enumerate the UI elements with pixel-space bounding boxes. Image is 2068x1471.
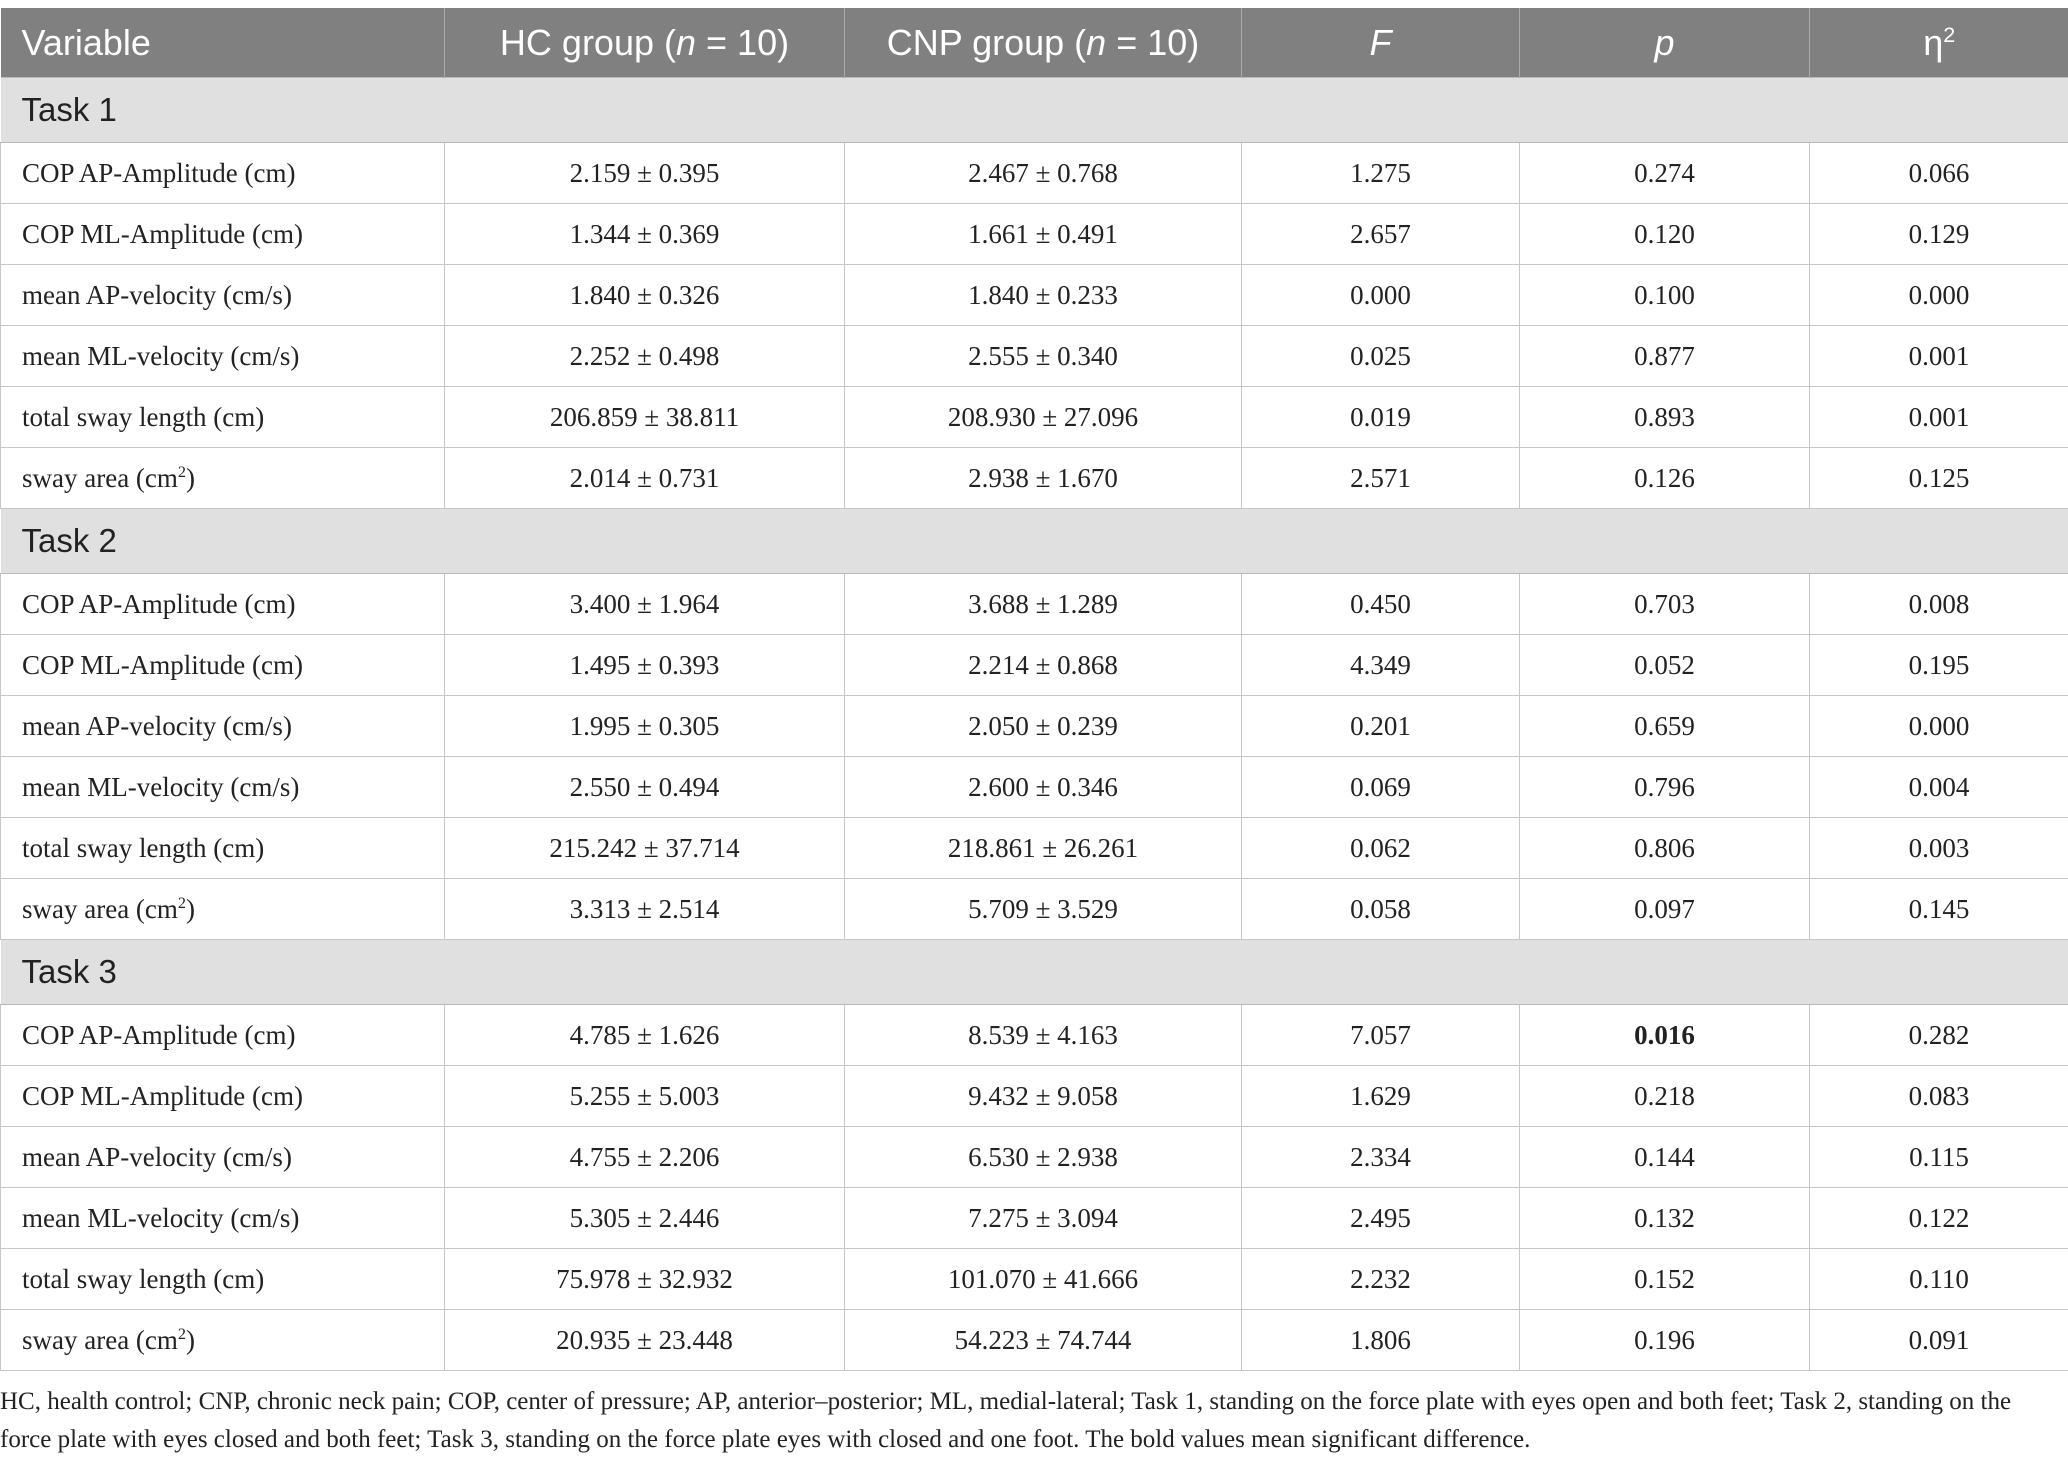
cell-eta: 0.115 (1810, 1127, 2068, 1188)
cell-cnp: 2.214 ± 0.868 (845, 635, 1242, 696)
cell-variable: mean AP-velocity (cm/s) (1, 1127, 445, 1188)
cell-hc: 2.159 ± 0.395 (445, 143, 845, 204)
cell-p: 0.196 (1520, 1310, 1810, 1371)
cell-eta: 0.122 (1810, 1188, 2068, 1249)
table-row (1, 879, 2068, 940)
table-body (1, 78, 2068, 1371)
header-eta-squared: $\eta^2$ (1810, 8, 2068, 78)
table-row (1, 204, 2068, 265)
cell-eta: 0.001 (1810, 326, 2068, 387)
cell-variable: mean ML-velocity (cm/s) (1, 326, 445, 387)
table-row (1, 1249, 2068, 1310)
header-f: F (1242, 8, 1520, 78)
cell-hc: 1.344 ± 0.369 (445, 204, 845, 265)
cell-cnp: 2.050 ± 0.239 (845, 696, 1242, 757)
cell-f: 0.062 (1242, 818, 1520, 879)
header-variable: Variable (1, 8, 445, 78)
cell-cnp: 2.600 ± 0.346 (845, 757, 1242, 818)
task-label: Task 3 (1, 940, 2068, 1005)
cell-eta: 0.008 (1810, 574, 2068, 635)
table-footnote: HC, health control; CNP, chronic neck pain; COP, center of pressure; AP, anterior–posterior; ML, medial-lateral; Task 1, standing on the force plate with eyes open and both feet; Task 2, standing on the force plate with eyes closed and both feet; Task 3, standing on the force plate eyes with closed and one foot. The bold values mean significant difference. (0, 1388, 2012, 1453)
cell-variable: total sway length (cm) (1, 387, 445, 448)
cell-cnp: 1.661 ± 0.491 (845, 204, 1242, 265)
cell-eta: 0.125 (1810, 448, 2068, 509)
table-row (1, 1127, 2068, 1188)
cell-f: 2.232 (1242, 1249, 1520, 1310)
cell-cnp: 54.223 ± 74.744 (845, 1310, 1242, 1371)
cell-eta: 0.066 (1810, 143, 2068, 204)
cell-eta: 0.145 (1810, 879, 2068, 940)
task-label: Task 1 (1, 78, 2068, 143)
cell-hc: 1.840 ± 0.326 (445, 265, 845, 326)
table-row (1, 1310, 2068, 1371)
cell-cnp: 5.709 ± 3.529 (845, 879, 1242, 940)
cell-p: 0.218 (1520, 1066, 1810, 1127)
cell-cnp: 8.539 ± 4.163 (845, 1005, 1242, 1066)
cell-eta: 0.282 (1810, 1005, 2068, 1066)
cell-eta: 0.195 (1810, 635, 2068, 696)
cell-variable: mean AP-velocity (cm/s) (1, 696, 445, 757)
cell-p: 0.016 (1520, 1005, 1810, 1066)
cell-hc: 2.014 ± 0.731 (445, 448, 845, 509)
cell-cnp: 6.530 ± 2.938 (845, 1127, 1242, 1188)
table-row (1, 1066, 2068, 1127)
cell-hc: 3.400 ± 1.964 (445, 574, 845, 635)
cell-hc: 215.242 ± 37.714 (445, 818, 845, 879)
cell-p: 0.806 (1520, 818, 1810, 879)
cell-hc: 5.305 ± 2.446 (445, 1188, 845, 1249)
cell-p: 0.120 (1520, 204, 1810, 265)
table-row (1, 818, 2068, 879)
cell-hc: 4.785 ± 1.626 (445, 1005, 845, 1066)
cell-cnp: 1.840 ± 0.233 (845, 265, 1242, 326)
results-table-container (0, 8, 2068, 1371)
cell-f: 0.000 (1242, 265, 1520, 326)
task-section-row (1, 78, 2068, 143)
cell-f: 2.495 (1242, 1188, 1520, 1249)
table-row (1, 696, 2068, 757)
cell-f: 4.349 (1242, 635, 1520, 696)
cell-f: 2.657 (1242, 204, 1520, 265)
cell-eta: 0.083 (1810, 1066, 2068, 1127)
cell-cnp: 208.930 ± 27.096 (845, 387, 1242, 448)
cell-p: 0.097 (1520, 879, 1810, 940)
cell-cnp: 2.467 ± 0.768 (845, 143, 1242, 204)
cell-eta: 0.001 (1810, 387, 2068, 448)
cell-variable: mean ML-velocity (cm/s) (1, 1188, 445, 1249)
task-label: Task 2 (1, 509, 2068, 574)
header-cnp-group: CNP group (n = 10) (845, 8, 1242, 78)
table-row (1, 387, 2068, 448)
cell-p: 0.893 (1520, 387, 1810, 448)
cell-cnp: 7.275 ± 3.094 (845, 1188, 1242, 1249)
cell-variable: sway area $(cm^2)$ (1, 448, 445, 509)
cell-f: 2.571 (1242, 448, 1520, 509)
table-row (1, 1188, 2068, 1249)
cell-p: 0.144 (1520, 1127, 1810, 1188)
table-row (1, 326, 2068, 387)
table-row (1, 143, 2068, 204)
cell-f: 0.069 (1242, 757, 1520, 818)
cell-hc: 5.255 ± 5.003 (445, 1066, 845, 1127)
cell-f: 2.334 (1242, 1127, 1520, 1188)
cell-variable: COP AP-Amplitude (cm) (1, 574, 445, 635)
cell-p: 0.152 (1520, 1249, 1810, 1310)
cell-cnp: 2.555 ± 0.340 (845, 326, 1242, 387)
cell-variable: COP ML-Amplitude (cm) (1, 1066, 445, 1127)
cell-variable: mean ML-velocity (cm/s) (1, 757, 445, 818)
cell-p: 0.703 (1520, 574, 1810, 635)
cell-f: 0.019 (1242, 387, 1520, 448)
cell-eta: 0.129 (1810, 204, 2068, 265)
cell-p: 0.877 (1520, 326, 1810, 387)
cell-variable: COP ML-Amplitude (cm) (1, 204, 445, 265)
cell-p: 0.126 (1520, 448, 1810, 509)
cell-f: 0.201 (1242, 696, 1520, 757)
cell-p: 0.659 (1520, 696, 1810, 757)
cell-eta: 0.004 (1810, 757, 2068, 818)
header-hc-group: HC group (n = 10) (445, 8, 845, 78)
cell-variable: sway area $(cm^2)$ (1, 1310, 445, 1371)
cell-eta: 0.091 (1810, 1310, 2068, 1371)
cell-f: 0.058 (1242, 879, 1520, 940)
cell-hc: 20.935 ± 23.448 (445, 1310, 845, 1371)
cell-f: 1.629 (1242, 1066, 1520, 1127)
cell-variable: total sway length (cm) (1, 818, 445, 879)
cell-variable: COP AP-Amplitude (cm) (1, 1005, 445, 1066)
cell-cnp: 3.688 ± 1.289 (845, 574, 1242, 635)
table-row (1, 757, 2068, 818)
cell-cnp: 9.432 ± 9.058 (845, 1066, 1242, 1127)
cell-f: 7.057 (1242, 1005, 1520, 1066)
cell-eta: 0.000 (1810, 265, 2068, 326)
table-header (1, 8, 2068, 78)
cell-f: 1.806 (1242, 1310, 1520, 1371)
cell-variable: total sway length (cm) (1, 1249, 445, 1310)
cell-cnp: 2.938 ± 1.670 (845, 448, 1242, 509)
cell-hc: 1.995 ± 0.305 (445, 696, 845, 757)
cell-variable: mean AP-velocity (cm/s) (1, 265, 445, 326)
task-section-row (1, 509, 2068, 574)
table-row (1, 574, 2068, 635)
cell-p: 0.796 (1520, 757, 1810, 818)
cell-eta: 0.110 (1810, 1249, 2068, 1310)
cell-hc: 206.859 ± 38.811 (445, 387, 845, 448)
task-section-row (1, 940, 2068, 1005)
cell-p: 0.100 (1520, 265, 1810, 326)
table-row (1, 265, 2068, 326)
cell-variable: COP AP-Amplitude (cm) (1, 143, 445, 204)
cell-hc: 2.550 ± 0.494 (445, 757, 845, 818)
cell-f: 0.450 (1242, 574, 1520, 635)
cell-p: 0.052 (1520, 635, 1810, 696)
cell-hc: 1.495 ± 0.393 (445, 635, 845, 696)
results-table (0, 8, 2068, 1371)
cell-variable: COP ML-Amplitude (cm) (1, 635, 445, 696)
table-row (1, 635, 2068, 696)
table-row (1, 448, 2068, 509)
cell-cnp: 101.070 ± 41.666 (845, 1249, 1242, 1310)
cell-hc: 3.313 ± 2.514 (445, 879, 845, 940)
cell-p: 0.132 (1520, 1188, 1810, 1249)
cell-hc: 2.252 ± 0.498 (445, 326, 845, 387)
cell-hc: 75.978 ± 32.932 (445, 1249, 845, 1310)
cell-variable: sway area $(cm^2)$ (1, 879, 445, 940)
cell-eta: 0.003 (1810, 818, 2068, 879)
cell-hc: 4.755 ± 2.206 (445, 1127, 845, 1188)
table-row (1, 1005, 2068, 1066)
cell-f: 1.275 (1242, 143, 1520, 204)
header-p: p (1520, 8, 1810, 78)
cell-f: 0.025 (1242, 326, 1520, 387)
cell-cnp: 218.861 ± 26.261 (845, 818, 1242, 879)
cell-p: 0.274 (1520, 143, 1810, 204)
cell-eta: 0.000 (1810, 696, 2068, 757)
